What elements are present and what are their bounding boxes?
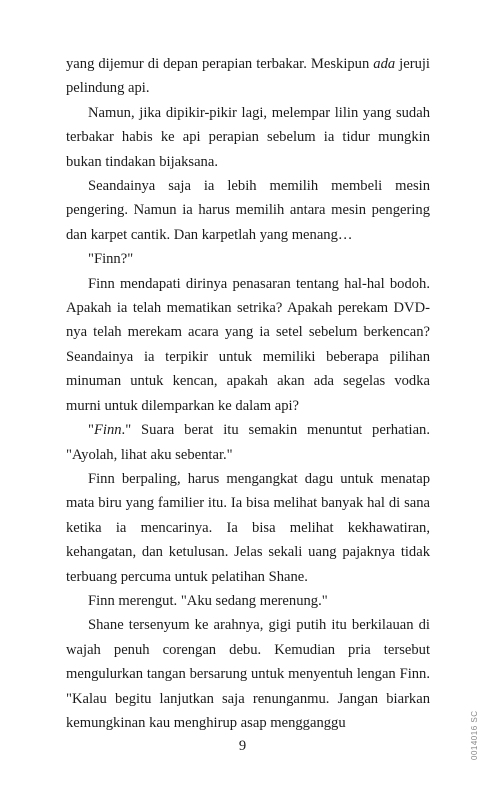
page-body-text — [66, 52, 430, 735]
paragraph: Seandainya saja ia lebih memilih membeli mesin pengering. Namun ia harus memilih antara mesin pengering dan karpet cantik. Dan karpetlah yang menang… — [66, 178, 430, 243]
paragraph: Namun, jika dipikir-pikir lagi, melempar lilin yang sudah terbakar habis ke api perapian sebelum ia tidur mungkin bukan tindakan bijaksana. — [66, 104, 430, 170]
print-code: 0014016 SC — [470, 710, 479, 760]
paragraph: "Finn." Suara berat itu semakin menuntut perhatian. "Ayolah, lihat aku sebentar." — [66, 422, 430, 463]
paragraph: Shane tersenyum ke arahnya, gigi putih itu berkilauan di wajah penuh corengan debu. Kemudian pria tersebut mengulurkan tangan bersarung untuk menyentuh lengan Finn. "Kalau begitu lanjutkan saja renunganmu. Jangan biarkan kemungkinan kau menghirup asap mengganggu — [66, 617, 430, 731]
page-number: 9 — [238, 738, 247, 754]
paragraph: yang dijemur di depan perapian terbakar. Meskipun ada jeruji pelindung api. — [66, 56, 430, 97]
paragraph: Finn mendapati dirinya penasaran tentang hal-hal bodoh. Apakah ia telah mematikan setrika? Apakah perekam DVD-nya telah merekam acara yang ia setel sebelum berkencan? Seandainya ia terpikir untuk memiliki beberapa pilihan minuman untuk kencan, apakah akan ada segelas vodka murni untuk dilemparkan ke dalam api? — [66, 275, 430, 414]
paragraph: "Finn?" — [88, 251, 134, 268]
paragraph: Finn berpaling, harus mengangkat dagu untuk menatap mata biru yang familier itu. Ia bisa melihat banyak hal di sana ketika ia mencarinya. Ia bisa melihat kekhawatiran, kehangatan, dan ketulusan. Jelas sekali uang pajaknya tidak terbuang percuma untuk pelatihan Shane. — [66, 470, 430, 585]
paragraph: Finn merengut. "Aku sedang merenung." — [88, 592, 328, 609]
